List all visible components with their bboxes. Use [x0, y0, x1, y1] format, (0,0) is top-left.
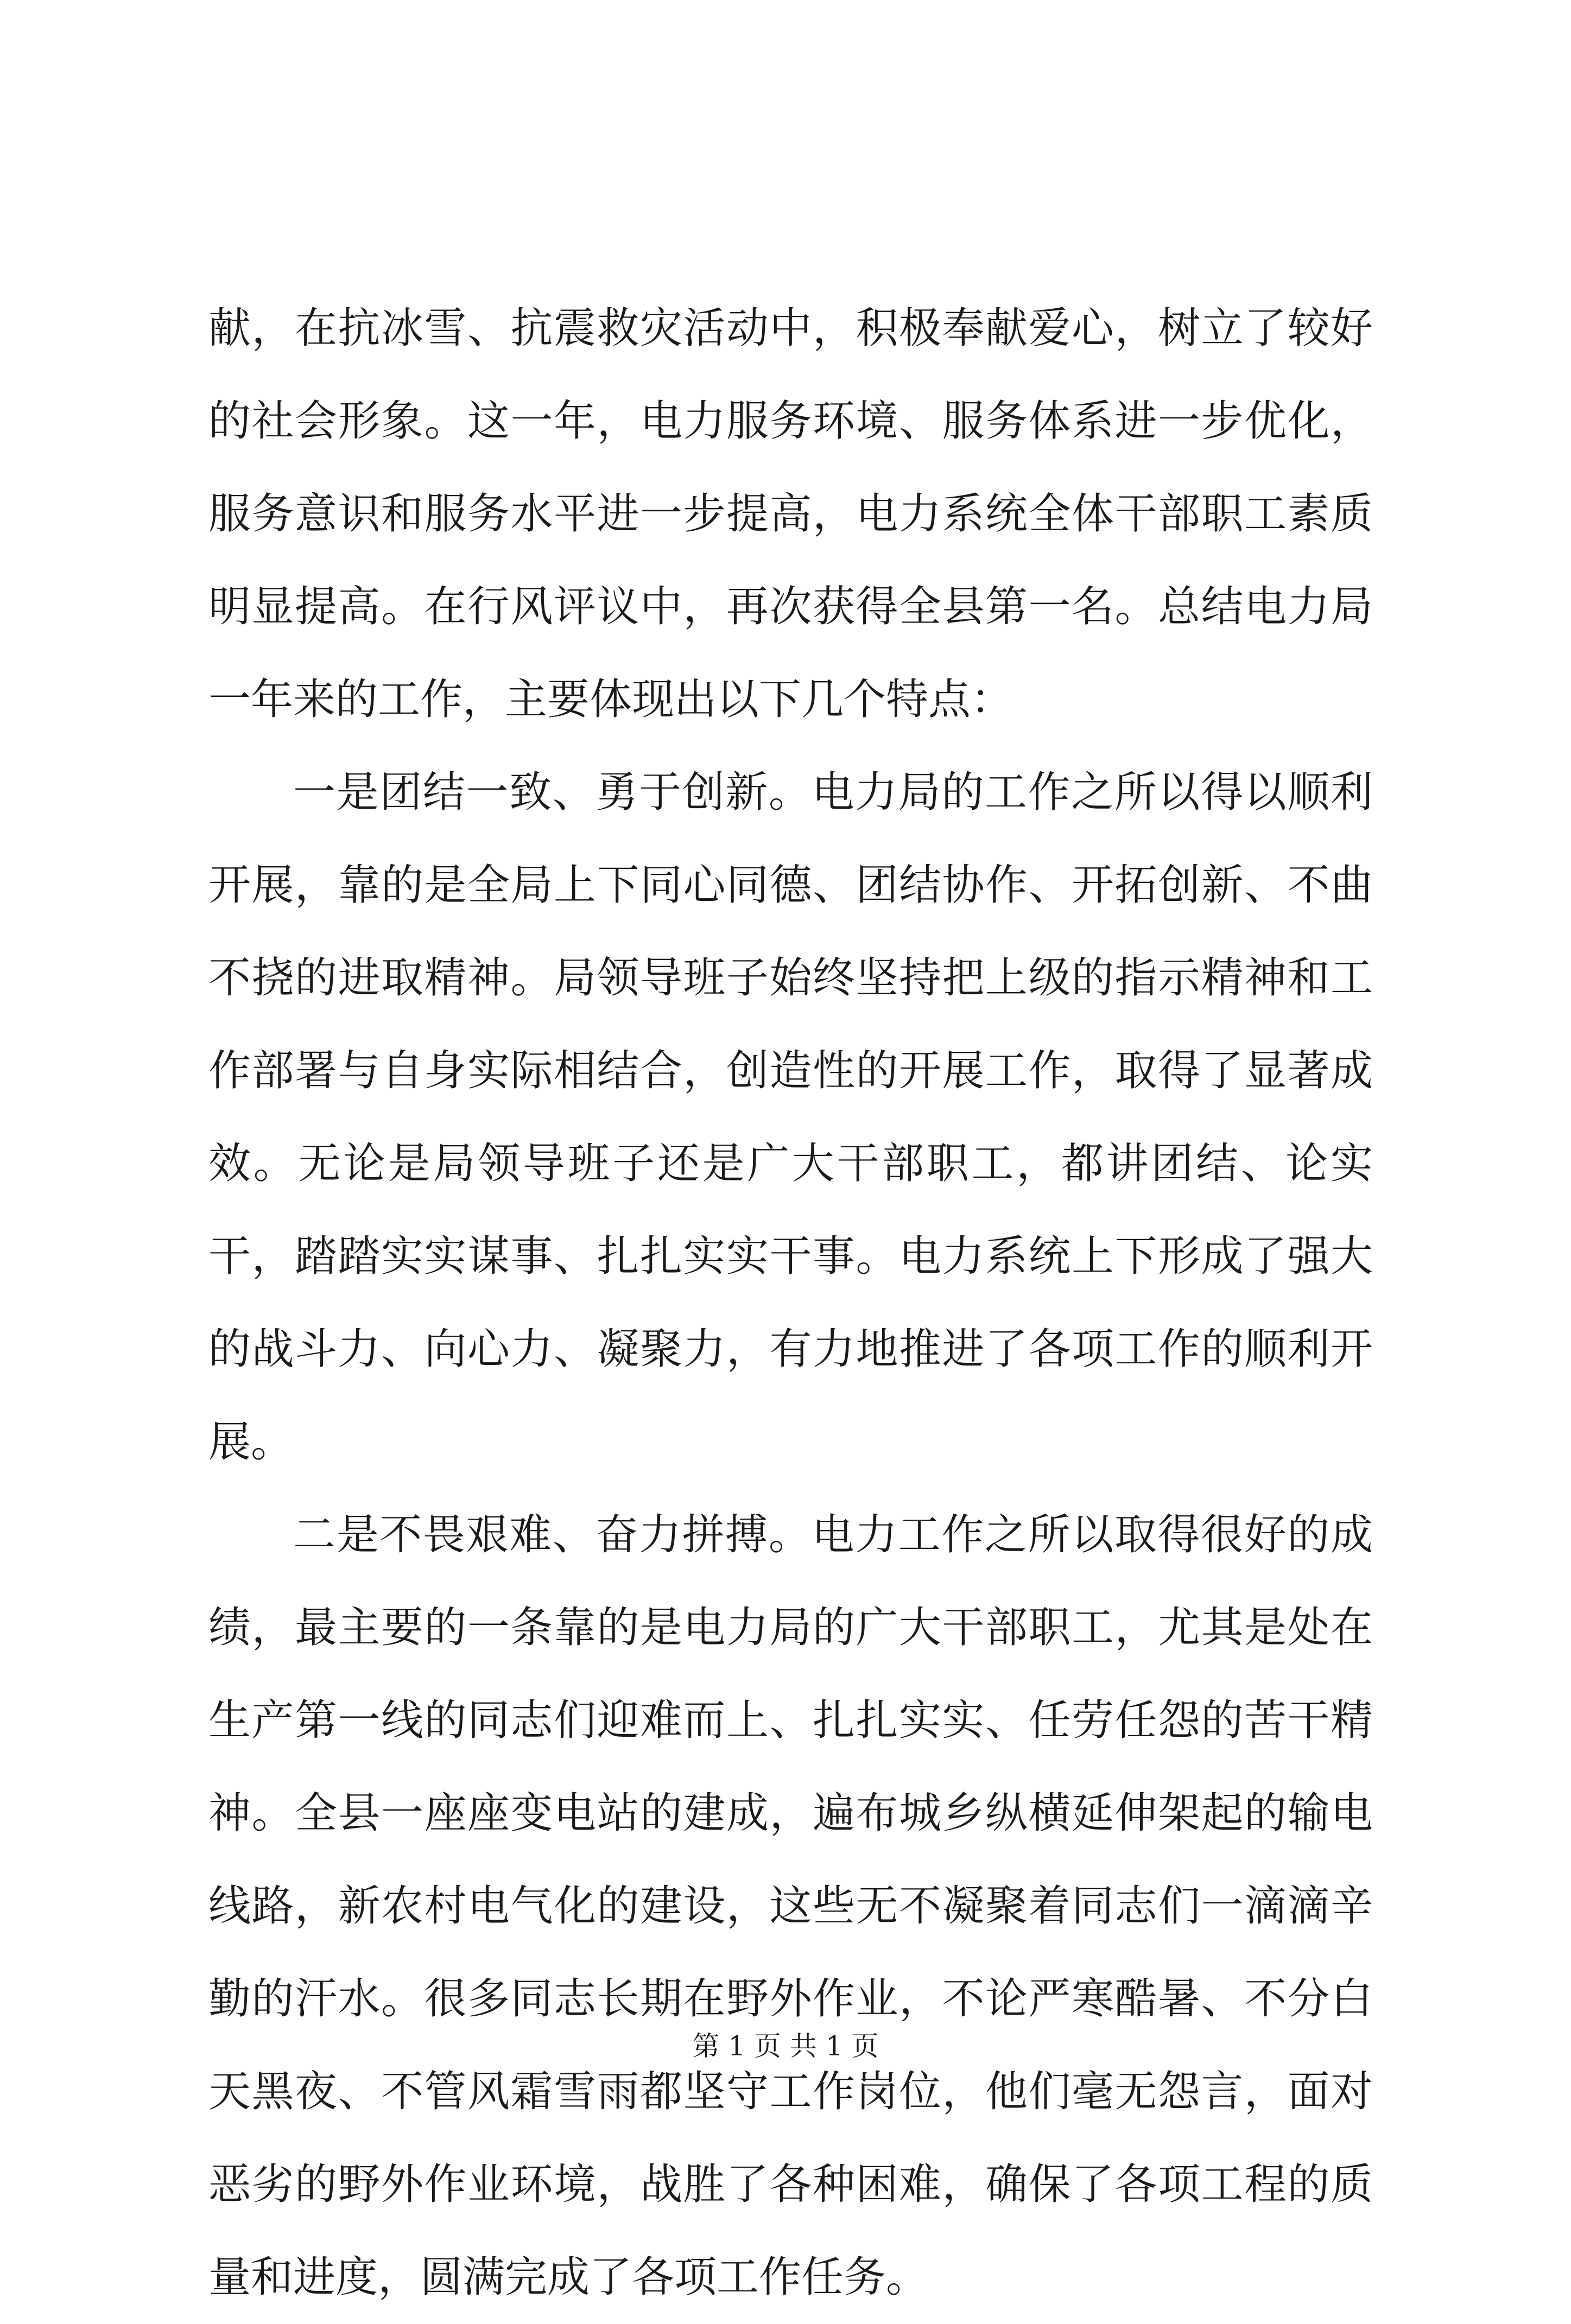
page-footer: 第 1 页 共 1 页: [692, 2030, 879, 2062]
paragraph-1: 献，在抗冰雪、抗震救灾活动中，积极奉献爱心，树立了较好的社会形象。这一年，电力服务环境、服务体系进一步优化，服务意识和服务水平进一步提高，电力系统全体干部职工素质明显提高。在行风评议中，再次获得全县第一名。总结电力局一年来的工作，主要体现出以下几个特点：: [208, 304, 1373, 724]
document-body: [208, 282, 1373, 2324]
paragraph-2: 一是团结一致、勇于创新。电力局的工作之所以得以顺利开展，靠的是全局上下同心同德、团结协作、开拓创新、不曲不挠的进取精神。局领导班子始终坚持把上级的指示精神和工作部署与自身实际相结合，创造性的开展工作，取得了显著成效。无论是局领导班子还是广大干部职工，都讲团结、论实干，踏踏实实谋事、扎扎实实干事。电力系统上下形成了强大的战斗力、向心力、凝聚力，有力地推进了各项工作的顺利开展。: [208, 768, 1373, 1466]
paragraph-3: 二是不畏艰难、奋力拼搏。电力工作之所以取得很好的成绩，最主要的一条靠的是电力局的广大干部职工，尤其是处在生产第一线的同志们迎难而上、扎扎实实、任劳任怨的苦干精神。全县一座座变电站的建成，遍布城乡纵横延伸架起的输电线路，新农村电气化的建设，这些无不凝聚着同志们一滴滴辛勤的汗水。很多同志长期在野外作业，不论严寒酷暑、不分白天黑夜、不管风霜雪雨都坚守工作岗位，他们毫无怨言，面对恶劣的野外作业环境，战胜了各种困难，确保了各项工程的质量和进度，圆满完成了各项工作任务。: [208, 1510, 1373, 2302]
